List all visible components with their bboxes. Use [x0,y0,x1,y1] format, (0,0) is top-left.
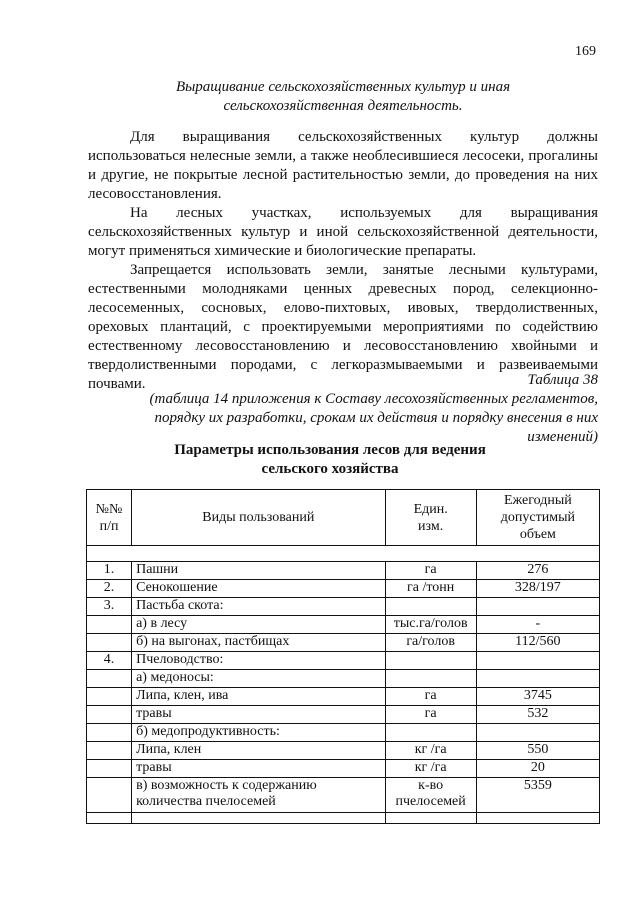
cell-number [87,616,132,634]
cell-kind: Пастьба скота: [132,598,385,616]
cell-unit [385,778,476,813]
header-line: изм. [418,518,444,534]
spacer-cell [87,546,600,562]
cell-number [87,706,132,724]
cell-volume: 3745 [476,688,599,706]
cell-empty [87,813,132,824]
cell-kind: Сенокошение [132,580,385,598]
heading-line: сельскохозяйственная деятельность. [223,98,463,114]
table-title-line: сельского хозяйства [261,461,399,477]
cell-line: к-во [418,778,444,793]
header-kind [132,490,385,546]
table-row [87,742,600,760]
paragraph: Для выращивания сельскохозяйственных культур должны использоваться нелесные земли, а также необлесившиеся лесосеки, прогалины и другие, не покрытые лесной растительностью земли, до проведения на них лесовосстановления. [88,129,598,202]
table-row [87,670,600,688]
caption-line: порядку их разработки, срокам их действия и порядку внесения в них [154,410,598,426]
cell-unit: кг /га [385,760,476,778]
cell-kind: б) медопродуктивность: [132,724,385,742]
cell-volume: 276 [476,562,599,580]
table-row [87,598,600,616]
table-title [150,441,510,479]
cell-kind: Липа, клен [132,742,385,760]
table-header-row [87,490,600,546]
table-end-row [87,813,600,824]
cell-number [87,760,132,778]
cell-number [87,688,132,706]
table-number: Таблица 38 [527,372,598,388]
cell-volume [476,670,599,688]
cell-unit: га [385,562,476,580]
cell-volume: 550 [476,742,599,760]
cell-number [87,670,132,688]
cell-line: пчелосемей [395,794,466,809]
cell-empty [476,813,599,824]
cell-unit [385,670,476,688]
cell-volume [476,652,599,670]
cell-kind [132,778,385,813]
cell-number: 2. [87,580,132,598]
body-text [88,128,598,394]
cell-number [87,742,132,760]
table-row [87,724,600,742]
cell-volume [476,724,599,742]
cell-empty [385,813,476,824]
cell-line: в) возможность к содержанию [136,778,317,793]
header-line: Един. [413,501,448,517]
caption-line: (таблица 14 приложения к Составу лесохозяйственных регламентов, [149,391,598,407]
table-row [87,580,600,598]
cell-number [87,724,132,742]
cell-volume: 532 [476,706,599,724]
header-unit [385,490,476,546]
cell-kind: а) медоносы: [132,670,385,688]
cell-number [87,634,132,652]
cell-unit: га /тонн [385,580,476,598]
cell-kind: Липа, клен, ива [132,688,385,706]
table-row [87,706,600,724]
cell-unit [385,724,476,742]
cell-kind: травы [132,706,385,724]
header-line: объем [519,527,556,542]
header-line: Виды пользований [202,510,315,525]
cell-unit [385,652,476,670]
table-row [87,562,600,580]
table-row [87,688,600,706]
table-row [87,778,600,813]
heading-line: Выращивание сельскохозяйственных культур и иная [175,79,511,95]
header-volume [476,490,599,546]
cell-number: 1. [87,562,132,580]
cell-unit: га [385,706,476,724]
cell-kind: а) в лесу [132,616,385,634]
cell-volume: 20 [476,760,599,778]
cell-unit: тыс.га/голов [385,616,476,634]
cell-unit: кг /га [385,742,476,760]
section-heading [88,78,598,116]
cell-volume: 328/197 [476,580,599,598]
table-row [87,760,600,778]
paragraph: На лесных участках, используемых для выращивания сельскохозяйственных культур и иной сельскохозяйственной деятельности, могут применяться химические и биологические препараты. [88,205,598,259]
table-row [87,634,600,652]
cell-volume: 5359 [476,778,599,813]
header-line: п/п [99,518,119,534]
cell-empty [132,813,385,824]
cell-volume: - [476,616,599,634]
cell-volume: 112/560 [476,634,599,652]
cell-kind: Пашни [132,562,385,580]
cell-unit: га/голов [385,634,476,652]
cell-volume [476,598,599,616]
table-spacer-row [87,546,600,562]
table-row [87,652,600,670]
cell-unit [385,598,476,616]
cell-unit: га [385,688,476,706]
header-number [87,490,132,546]
table-row [87,616,600,634]
cell-kind: б) на выгонах, пастбищах [132,634,385,652]
header-line: Ежегодный [503,493,572,508]
header-line: №№ [95,501,123,517]
header-line: допустимый [500,510,575,525]
cell-kind: травы [132,760,385,778]
caption-line: изменений) [527,429,598,445]
page-number: 169 [575,44,596,59]
table-title-line: Параметры использования лесов для ведения [174,442,486,458]
table-caption [120,371,598,447]
cell-number: 3. [87,598,132,616]
parameters-table [86,489,600,824]
cell-line: количества пчелосемей [136,794,276,809]
paragraph: Запрещается использовать земли, занятые лесными культурами, естественными молодняками ценных древесных пород, селекционно-лесосеменных, сосновых, елово-пихтовых, ивовых, твердолиственных, ореховых плантаций, с проектируемыми мероприятиями по содействию естественному лесовосстановлению и лесовосстановлению хвойными и твердолиственными породами, с легкоразмываемыми и развеиваемыми почвами. [88,262,598,392]
cell-number [87,778,132,813]
cell-number: 4. [87,652,132,670]
cell-kind: Пчеловодство: [132,652,385,670]
